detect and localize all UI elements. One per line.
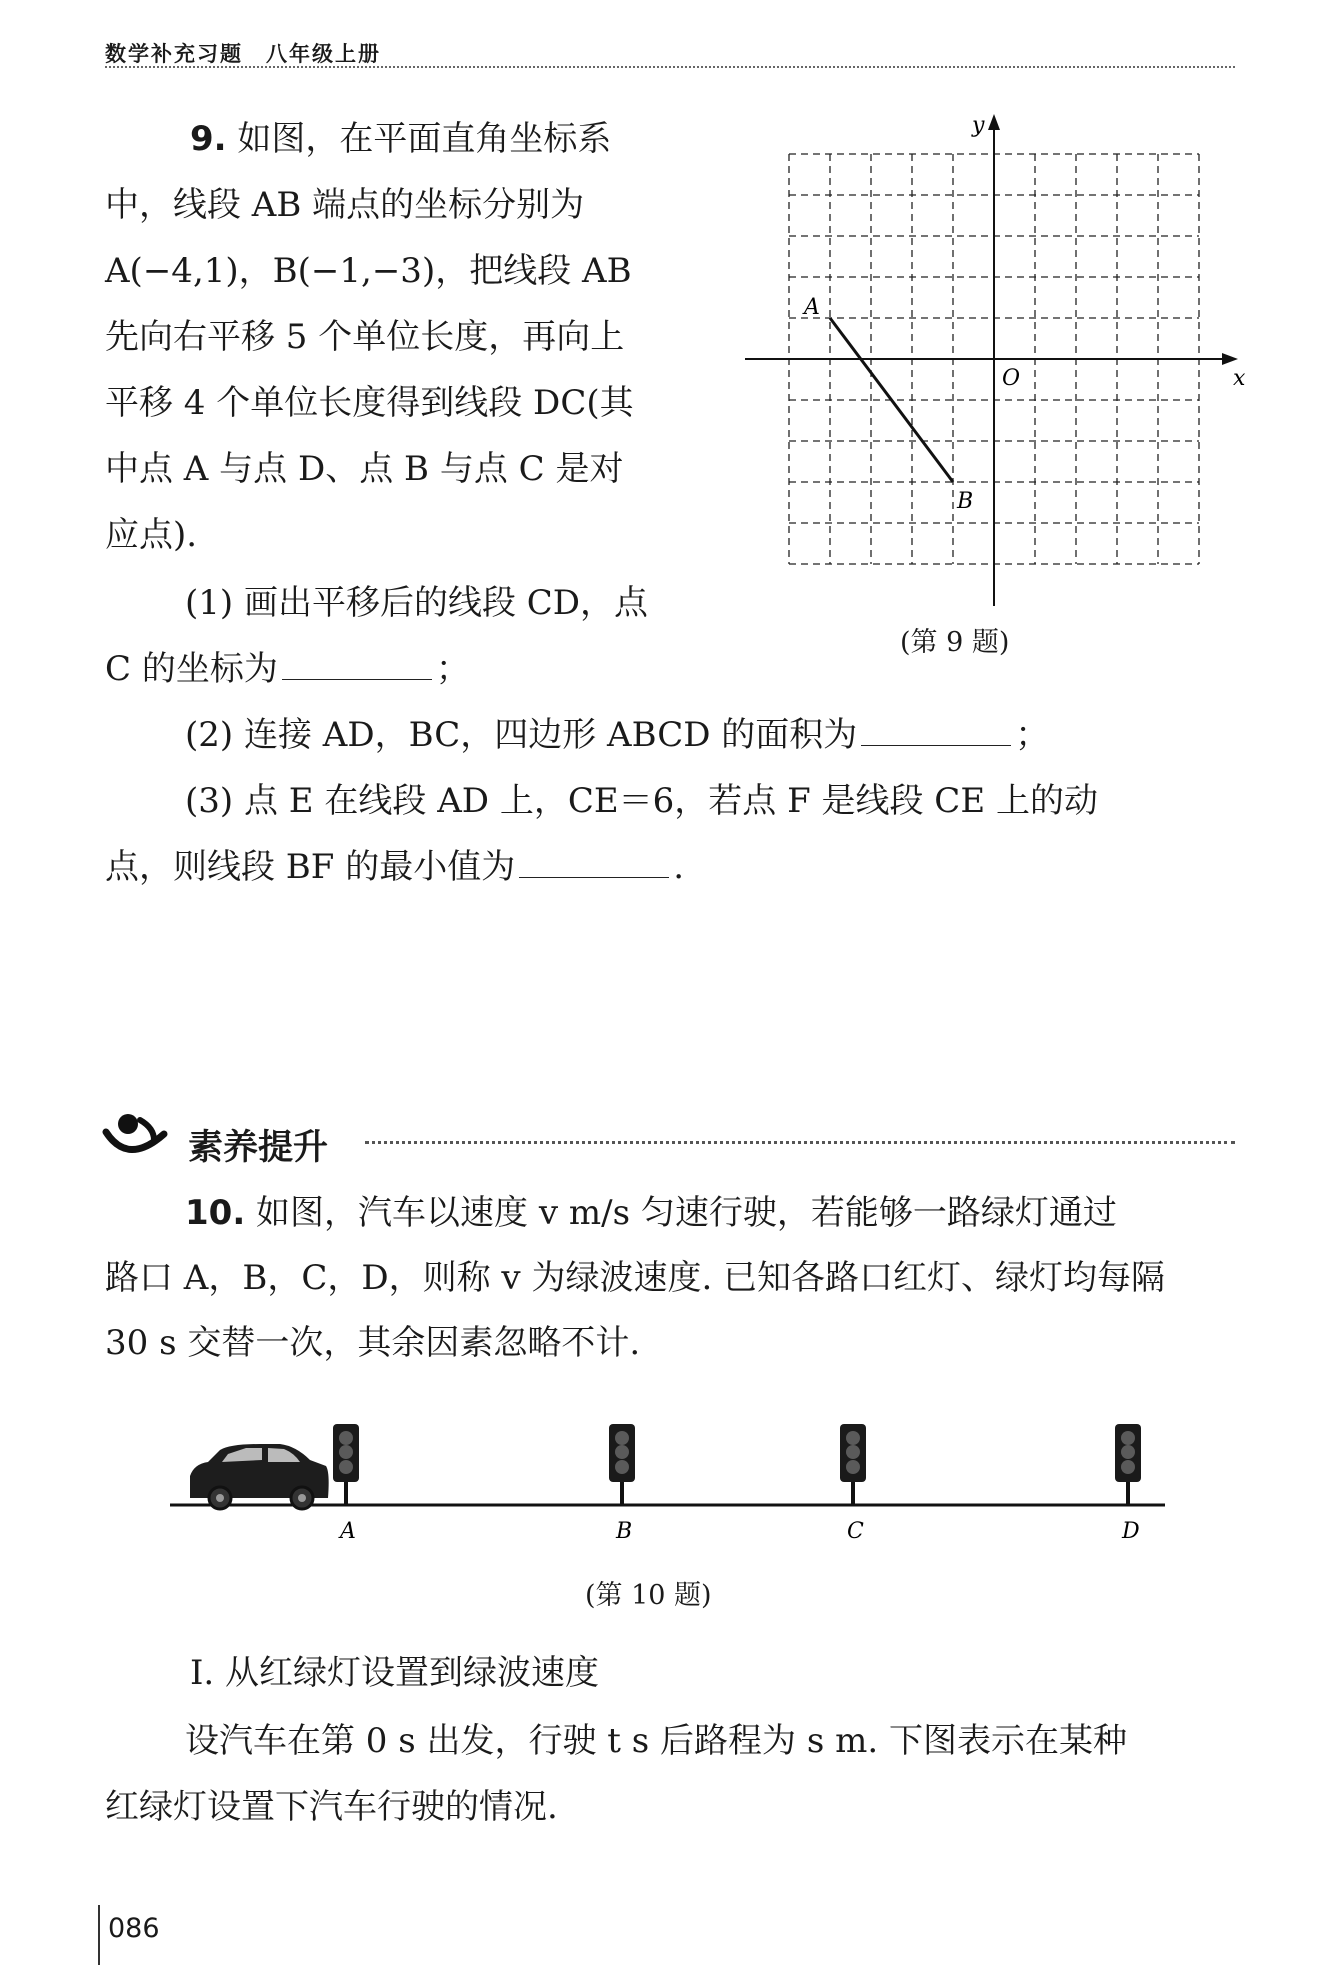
q9-line: 先向右平移 5 个单位长度，再向上 [105, 317, 625, 357]
q10-part1-line1: 设汽车在第 0 s 出发，行驶 t s 后路程为 s m. 下图表示在某种 [185, 1721, 1127, 1761]
car-icon [190, 1444, 329, 1509]
traffic-light-b [609, 1424, 635, 1544]
crossing-label: D [1122, 1519, 1140, 1544]
crossing-label: C [847, 1519, 864, 1544]
q9-line: 应点). [105, 515, 198, 555]
q9-sub1-line1: (1) 画出平移后的线段 CD，点 [185, 583, 649, 623]
q9-first-line [190, 106, 611, 172]
answer-blank-1[interactable] [282, 645, 432, 680]
q10-road-figure [150, 1420, 1190, 1550]
q9-line: 平移 4 个单位长度得到线段 DC(其 [105, 383, 634, 423]
answer-blank-2[interactable] [861, 711, 1011, 746]
q9-sub3-label: 点，则线段 BF 的最小值为 [105, 847, 516, 887]
q9-line: 中点 A 与点 D、点 B 与点 C 是对 [105, 449, 624, 489]
point-A-label: A [804, 295, 820, 320]
q10-part1-title: Ⅰ. 从红绿灯设置到绿波速度 [190, 1653, 600, 1693]
q9-first-line-text: 如图，在平面直角坐标系 [237, 119, 612, 159]
answer-blank-3[interactable] [519, 843, 669, 878]
running-header: 数学补充习题 八年级上册 [105, 42, 381, 66]
crossing-label: B [616, 1519, 633, 1544]
header-divider [105, 66, 1235, 68]
punct: ； [1015, 715, 1050, 755]
q10-part1-line2: 红绿灯设置下汽车行驶的情况. [105, 1787, 558, 1827]
x-axis-arrow [1222, 353, 1238, 365]
traffic-light-a [333, 1424, 359, 1544]
q10-line2: 路口 A，B，C，D，则称 v 为绿波速度. 已知各路口红灯、绿灯均每隔 [105, 1258, 1166, 1298]
x-axis-label: x [1233, 366, 1246, 391]
traffic-light-d [1115, 1424, 1141, 1544]
q9-sub1-line2 [105, 636, 470, 702]
q10-figure-caption: (第 10 题) [585, 1580, 712, 1611]
origin-label: O [1002, 366, 1021, 391]
y-axis-label: y [972, 113, 985, 138]
q10-number: 10. [185, 1193, 246, 1233]
q10-line3: 30 s 交替一次，其余因素忽略不计. [105, 1323, 641, 1363]
section-logo-icon [102, 1110, 176, 1166]
traffic-light-c [840, 1424, 866, 1544]
q10-line1-text: 如图，汽车以速度 v m/s 匀速行驶，若能够一路绿灯通过 [256, 1193, 1117, 1233]
q9-sub2 [185, 702, 1049, 768]
q9-coordinate-figure [740, 110, 1260, 670]
page-number-bar [98, 1905, 100, 1965]
section-divider [365, 1141, 1235, 1144]
punct: ； [435, 649, 470, 689]
q9-line: 中，线段 AB 端点的坐标分别为 [105, 185, 585, 225]
page-number: 086 [108, 1913, 160, 1944]
y-axis-arrow [988, 114, 1000, 130]
q9-number: 9. [190, 119, 227, 159]
q9-sub2-label: (2) 连接 AD，BC，四边形 ABCD 的面积为 [185, 715, 858, 755]
traffic-lights [333, 1424, 1141, 1544]
q10-line1 [185, 1180, 1117, 1246]
q9-sub3-line1: (3) 点 E 在线段 AD 上，CE＝6，若点 F 是线段 CE 上的动 [185, 781, 1098, 821]
point-B-label: B [957, 489, 974, 514]
q9-sub1-label: C 的坐标为 [105, 649, 278, 689]
crossing-label: A [340, 1519, 356, 1544]
punct: . [673, 847, 685, 887]
q9-sub3-line2 [105, 834, 684, 900]
section-title: 素养提升 [188, 1128, 329, 1168]
q9-figure-caption: (第 9 题) [900, 627, 1010, 658]
q9-line: A(−4,1)，B(−1,−3)，把线段 AB [105, 251, 632, 291]
